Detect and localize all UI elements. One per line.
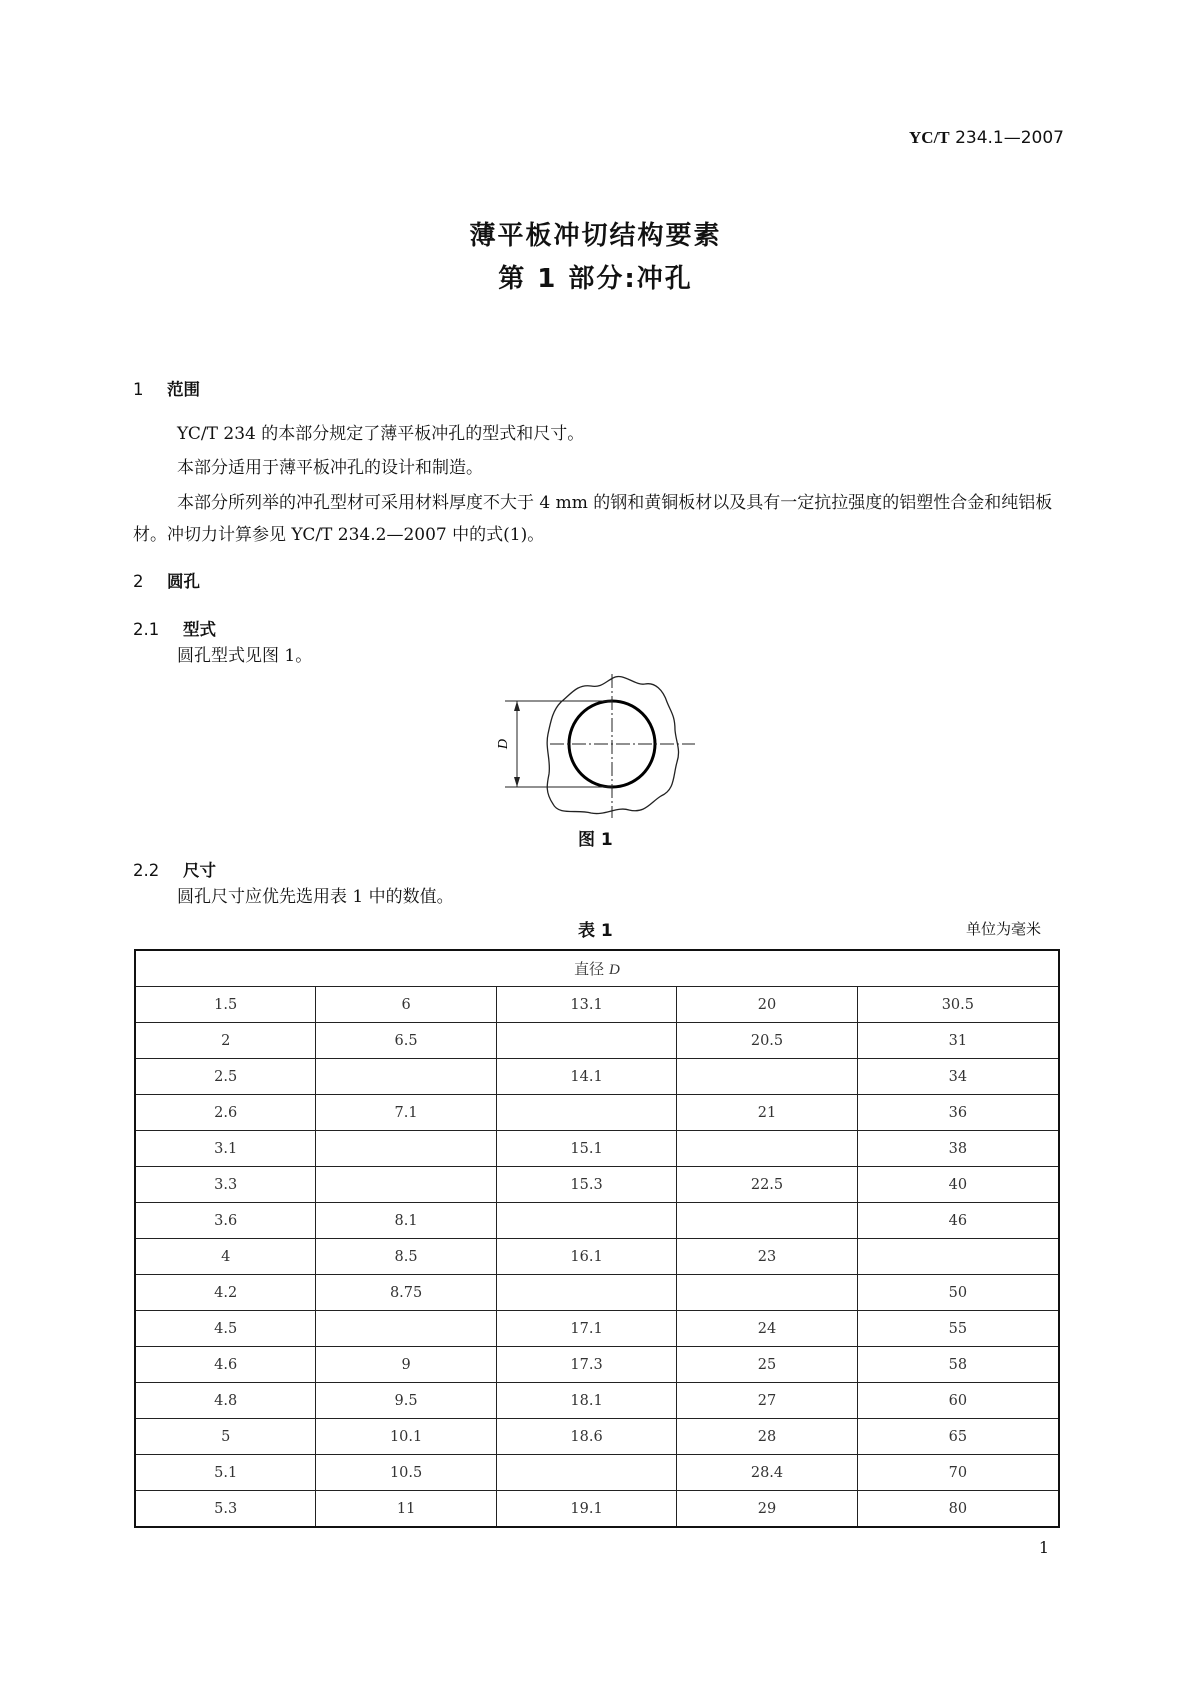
section-1-paragraph-2: 本部分适用于薄平板冲孔的设计和制造。 xyxy=(177,458,483,478)
table-caption: 表 1 xyxy=(578,921,613,941)
table-cell: 17.1 xyxy=(496,1311,676,1347)
section-2-1-number: 2.1 xyxy=(133,620,160,639)
table-cell: 8.1 xyxy=(316,1203,496,1239)
table-cell: 17.3 xyxy=(496,1347,676,1383)
table-cell: 5 xyxy=(135,1419,316,1455)
table-row xyxy=(135,1383,1059,1419)
table-cell: 9 xyxy=(316,1347,496,1383)
table-cell: 1.5 xyxy=(135,987,316,1023)
table-cell: 20 xyxy=(677,987,857,1023)
round-hole-figure xyxy=(495,668,715,823)
table-cell: 70 xyxy=(857,1455,1059,1491)
title-line-2: 第 1 部分:冲孔 xyxy=(498,264,693,294)
table-row xyxy=(135,1491,1059,1528)
section-1-paragraph-1: YC/T 234 的本部分规定了薄平板冲孔的型式和尺寸。 xyxy=(177,424,585,444)
section-2-2-number: 2.2 xyxy=(133,861,160,880)
table-cell: 4.5 xyxy=(135,1311,316,1347)
table-cell: 3.6 xyxy=(135,1203,316,1239)
diameter-table xyxy=(134,949,1060,1528)
table-header-text: 直径 xyxy=(574,960,605,978)
table-cell: 50 xyxy=(857,1275,1059,1311)
table-cell: 15.3 xyxy=(496,1167,676,1203)
table-cell xyxy=(316,1131,496,1167)
table-cell: 2.5 xyxy=(135,1059,316,1095)
section-2-2-text: 圆孔尺寸应优先选用表 1 中的数值。 xyxy=(177,887,454,907)
table-cell: 5.3 xyxy=(135,1491,316,1528)
table-cell: 2 xyxy=(135,1023,316,1059)
section-2-2-title: 尺寸 xyxy=(183,861,216,880)
table-cell: 6 xyxy=(316,987,496,1023)
table-cell: 20.5 xyxy=(677,1023,857,1059)
table-cell: 28 xyxy=(677,1419,857,1455)
table-cell: 18.1 xyxy=(496,1383,676,1419)
dimension-label-d: D xyxy=(496,738,511,750)
title-line-1: 薄平板冲切结构要素 xyxy=(469,221,722,251)
table-cell: 29 xyxy=(677,1491,857,1528)
table-cell xyxy=(677,1059,857,1095)
table-row xyxy=(135,1239,1059,1275)
page-number: 1 xyxy=(1038,1538,1049,1557)
dimension-arrow-bottom xyxy=(514,777,520,787)
table-cell: 10.1 xyxy=(316,1419,496,1455)
table-cell: 30.5 xyxy=(857,987,1059,1023)
table-cell xyxy=(316,1059,496,1095)
table-row xyxy=(135,987,1059,1023)
table-cell xyxy=(496,1275,676,1311)
table-cell: 9.5 xyxy=(316,1383,496,1419)
table-cell: 28.4 xyxy=(677,1455,857,1491)
section-1-number: 1 xyxy=(133,380,144,399)
table-cell: 3.3 xyxy=(135,1167,316,1203)
section-2-1-text: 圆孔型式见图 1。 xyxy=(177,646,313,666)
table-cell: 55 xyxy=(857,1311,1059,1347)
table-cell xyxy=(496,1095,676,1131)
table-row xyxy=(135,1419,1059,1455)
table-cell: 4.2 xyxy=(135,1275,316,1311)
table-cell: 58 xyxy=(857,1347,1059,1383)
table-cell: 21 xyxy=(677,1095,857,1131)
table-cell: 24 xyxy=(677,1311,857,1347)
table-cell: 40 xyxy=(857,1167,1059,1203)
table-header-row xyxy=(135,950,1059,987)
table-row xyxy=(135,1203,1059,1239)
table-row xyxy=(135,1023,1059,1059)
table-cell: 6.5 xyxy=(316,1023,496,1059)
figure-caption: 图 1 xyxy=(578,830,613,850)
table-row xyxy=(135,1347,1059,1383)
section-2-title: 圆孔 xyxy=(167,572,200,591)
table-cell: 23 xyxy=(677,1239,857,1275)
table-cell: 46 xyxy=(857,1203,1059,1239)
table-cell: 36 xyxy=(857,1095,1059,1131)
document-code-prefix: YC/T xyxy=(909,128,950,147)
table-cell xyxy=(857,1239,1059,1275)
table-row xyxy=(135,1167,1059,1203)
table-cell: 14.1 xyxy=(496,1059,676,1095)
table-cell xyxy=(496,1023,676,1059)
section-1-title: 范围 xyxy=(167,380,200,399)
table-header-symbol: D xyxy=(608,962,620,978)
dimension-arrow-top xyxy=(514,701,520,711)
table-cell: 60 xyxy=(857,1383,1059,1419)
table-cell: 19.1 xyxy=(496,1491,676,1528)
document-code-number: 234.1—2007 xyxy=(955,128,1064,148)
section-2-1-title: 型式 xyxy=(183,620,216,639)
table-cell: 2.6 xyxy=(135,1095,316,1131)
irregular-outline xyxy=(547,676,678,813)
table-cell xyxy=(677,1275,857,1311)
table-cell: 7.1 xyxy=(316,1095,496,1131)
table-cell: 34 xyxy=(857,1059,1059,1095)
table-row xyxy=(135,1059,1059,1095)
table-cell: 31 xyxy=(857,1023,1059,1059)
table-row xyxy=(135,1131,1059,1167)
table-row xyxy=(135,1455,1059,1491)
table-cell: 27 xyxy=(677,1383,857,1419)
table-row xyxy=(135,1275,1059,1311)
table-unit: 单位为毫米 xyxy=(965,920,1041,938)
table-cell: 15.1 xyxy=(496,1131,676,1167)
table-cell: 4.8 xyxy=(135,1383,316,1419)
table-cell: 25 xyxy=(677,1347,857,1383)
table-cell: 16.1 xyxy=(496,1239,676,1275)
table-cell: 4.6 xyxy=(135,1347,316,1383)
table-cell: 80 xyxy=(857,1491,1059,1528)
table-header-cell xyxy=(135,950,1059,987)
table-cell: 38 xyxy=(857,1131,1059,1167)
table-cell xyxy=(316,1167,496,1203)
table-cell: 11 xyxy=(316,1491,496,1528)
table-cell: 3.1 xyxy=(135,1131,316,1167)
table-cell xyxy=(677,1131,857,1167)
table-cell: 5.1 xyxy=(135,1455,316,1491)
section-2-1-heading xyxy=(133,616,216,640)
document-code xyxy=(909,128,1064,148)
section-2-heading xyxy=(133,568,200,592)
table-row xyxy=(135,1095,1059,1131)
table-cell xyxy=(677,1203,857,1239)
table-cell xyxy=(496,1455,676,1491)
table-cell: 13.1 xyxy=(496,987,676,1023)
table-cell: 8.75 xyxy=(316,1275,496,1311)
section-2-2-heading xyxy=(133,857,216,881)
table-row xyxy=(135,1311,1059,1347)
table-cell: 18.6 xyxy=(496,1419,676,1455)
table-cell: 65 xyxy=(857,1419,1059,1455)
table-cell xyxy=(496,1203,676,1239)
table-cell: 8.5 xyxy=(316,1239,496,1275)
table-cell: 4 xyxy=(135,1239,316,1275)
section-1-paragraph-3: 本部分所列举的冲孔型材可采用材料厚度不大于 4 mm 的钢和黄铜板材以及具有一定抗拉强度的铝塑性合金和纯铝板材。冲切力计算参见 YC/T 234.2—2007 中的式(1)。 xyxy=(133,493,1053,545)
table-body xyxy=(135,987,1059,1528)
section-1-heading xyxy=(133,376,200,400)
table-cell: 10.5 xyxy=(316,1455,496,1491)
section-2-number: 2 xyxy=(133,572,144,591)
table-cell xyxy=(316,1311,496,1347)
table-cell: 22.5 xyxy=(677,1167,857,1203)
